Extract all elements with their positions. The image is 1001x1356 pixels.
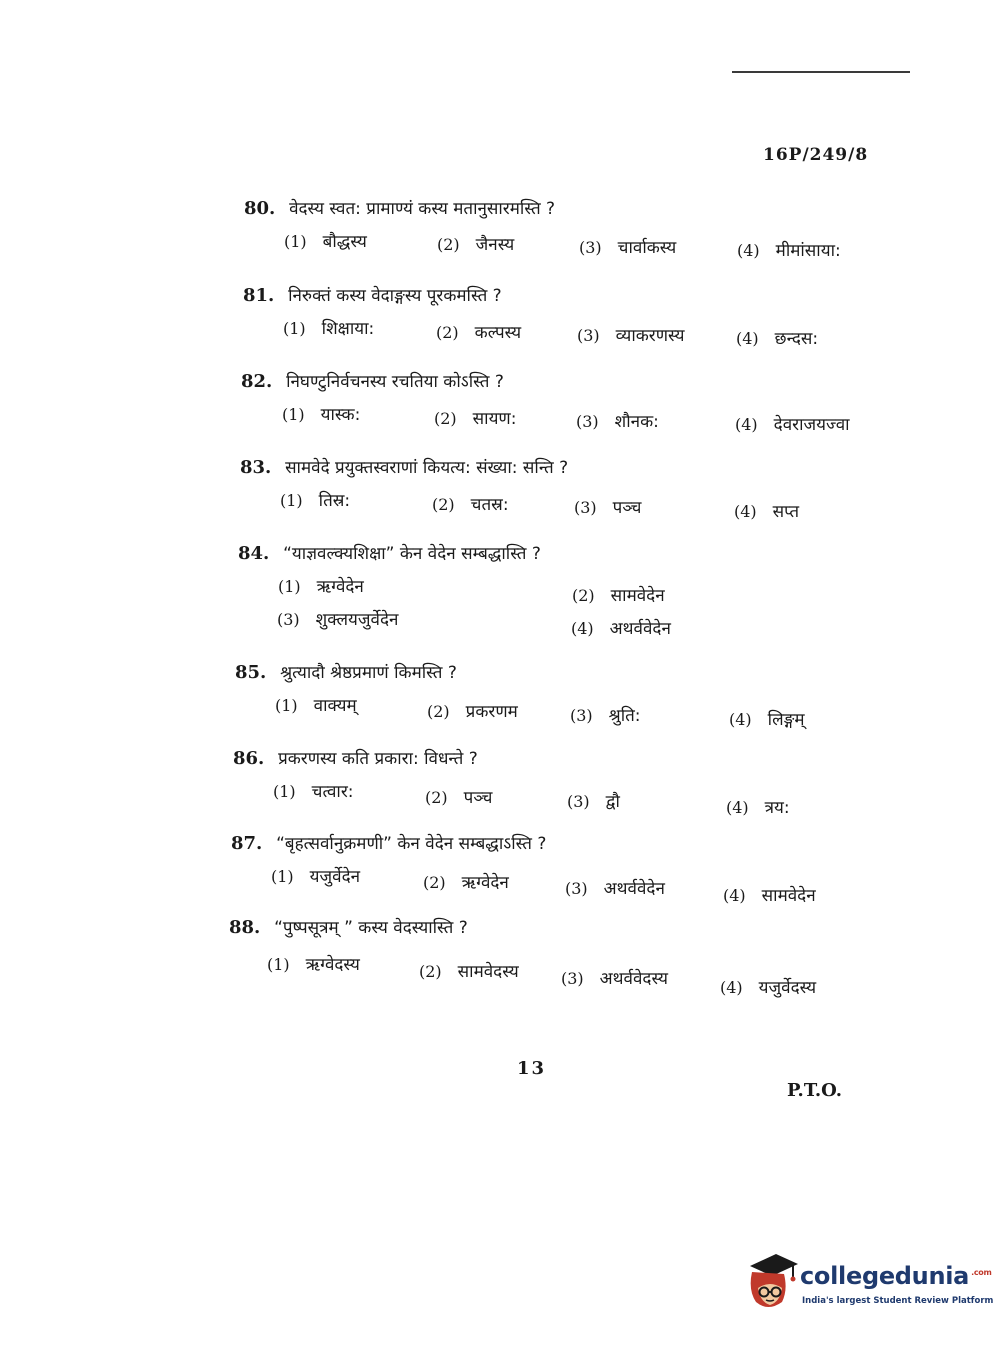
question-number: 82. [241, 371, 273, 392]
option-3: (3) शौनक: [576, 412, 659, 432]
option-2: (2) प्रकरणम [427, 702, 518, 722]
option-4: (4) सामवेदेन [723, 886, 816, 906]
top-divider [732, 71, 910, 73]
option-4: (4) सप्त [734, 502, 800, 522]
question-number: 81. [243, 285, 275, 306]
option-3: (3) द्वौ [567, 792, 620, 812]
option-1: (1) ऋग्वेदस्य [267, 955, 360, 975]
option-1: (1) यजुर्वेदेन [271, 867, 361, 887]
option-1: (1) यास्क: [282, 405, 361, 425]
question-text: निघण्टुनिर्वचनस्य रचतिया कोऽस्ति ? [286, 372, 504, 392]
option-3: (3) श्रुति: [570, 706, 641, 726]
question-text: “याज्ञवल्क्यशिक्षा” केन वेदेन सम्बद्धास्ति ? [283, 544, 541, 564]
option-1: (1) ऋग्वेदेन [278, 577, 364, 597]
brand-suffix: .com [971, 1268, 992, 1277]
question-number: 83. [240, 457, 272, 478]
option-3: (3) पञ्च [574, 498, 642, 518]
option-3: (3) व्याकरणस्य [577, 326, 685, 346]
option-4: (4) मीमांसाया: [737, 241, 841, 261]
option-2: (2) सायण: [434, 409, 517, 429]
option-1: (1) वाक्यम् [275, 696, 357, 716]
option-3: (3) शुक्लयजुर्वेदेन [277, 610, 399, 630]
question-text: श्रुत्यादौ श्रेष्ठप्रमाणं किमस्ति ? [280, 663, 457, 683]
paper-code: 16P/249/8 [763, 145, 869, 165]
option-4: (4) त्रय: [726, 798, 790, 818]
option-4: (4) यजुर्वेदस्य [720, 978, 817, 998]
question-text: “पुष्पसूत्रम् ” कस्य वेदस्यास्ति ? [274, 918, 468, 938]
question-text: “बृहत्सर्वानुक्रमणी” केन वेदेन सम्बद्धाऽस्ति ? [276, 834, 547, 854]
option-1: (1) चत्वार: [273, 782, 354, 802]
pto-label: P.T.O. [787, 1080, 843, 1101]
option-2: (2) कल्पस्य [436, 323, 522, 343]
option-4: (4) लिङ्गम् [729, 710, 805, 730]
option-4: (4) अथर्ववेदेन [571, 619, 671, 639]
brand-name: collegedunia [800, 1262, 970, 1290]
option-4: (4) छन्दस: [736, 329, 819, 349]
question-number: 80. [244, 198, 276, 219]
question-number: 87. [231, 833, 263, 854]
question-number: 85. [235, 662, 267, 683]
option-4: (4) देवराजयज्वा [735, 415, 850, 435]
option-3: (3) अथर्ववेदेन [565, 879, 665, 899]
collegedunia-watermark [742, 1250, 994, 1320]
option-1: (1) शिक्षाया: [283, 319, 375, 339]
question-text: प्रकरणस्य कति प्रकारा: विधन्ते ? [278, 749, 478, 769]
option-3: (3) चार्वाकस्य [579, 238, 677, 258]
option-2: (2) पञ्च [425, 788, 493, 808]
brand-tagline: India's largest Student Review Platform [802, 1296, 994, 1306]
option-2: (2) ऋग्वेदेन [423, 873, 509, 893]
question-text: वेदस्य स्वत: प्रामाण्यं कस्य मतानुसारमस्ति ? [289, 199, 556, 219]
question-text: निरुक्तं कस्य वेदाङ्गस्य पूरकमस्ति ? [288, 286, 502, 306]
graduate-mascot-icon [742, 1250, 798, 1312]
question-number: 86. [233, 748, 265, 769]
option-2: (2) जैनस्य [437, 235, 515, 255]
question-text: सामवेदे प्रयुक्तस्वराणां कियत्य: संख्या: सन्ति ? [285, 458, 569, 478]
option-2: (2) चतस्र: [432, 495, 509, 515]
page-number: 13 [517, 1058, 547, 1079]
option-3: (3) अथर्ववेदस्य [561, 969, 668, 989]
option-1: (1) बौद्धस्य [284, 232, 367, 252]
question-number: 84. [238, 543, 270, 564]
option-2: (2) सामवेदस्य [419, 962, 519, 982]
option-1: (1) तिस्र: [280, 491, 351, 511]
option-2: (2) सामवेदेन [572, 586, 665, 606]
question-number: 88. [229, 917, 261, 938]
